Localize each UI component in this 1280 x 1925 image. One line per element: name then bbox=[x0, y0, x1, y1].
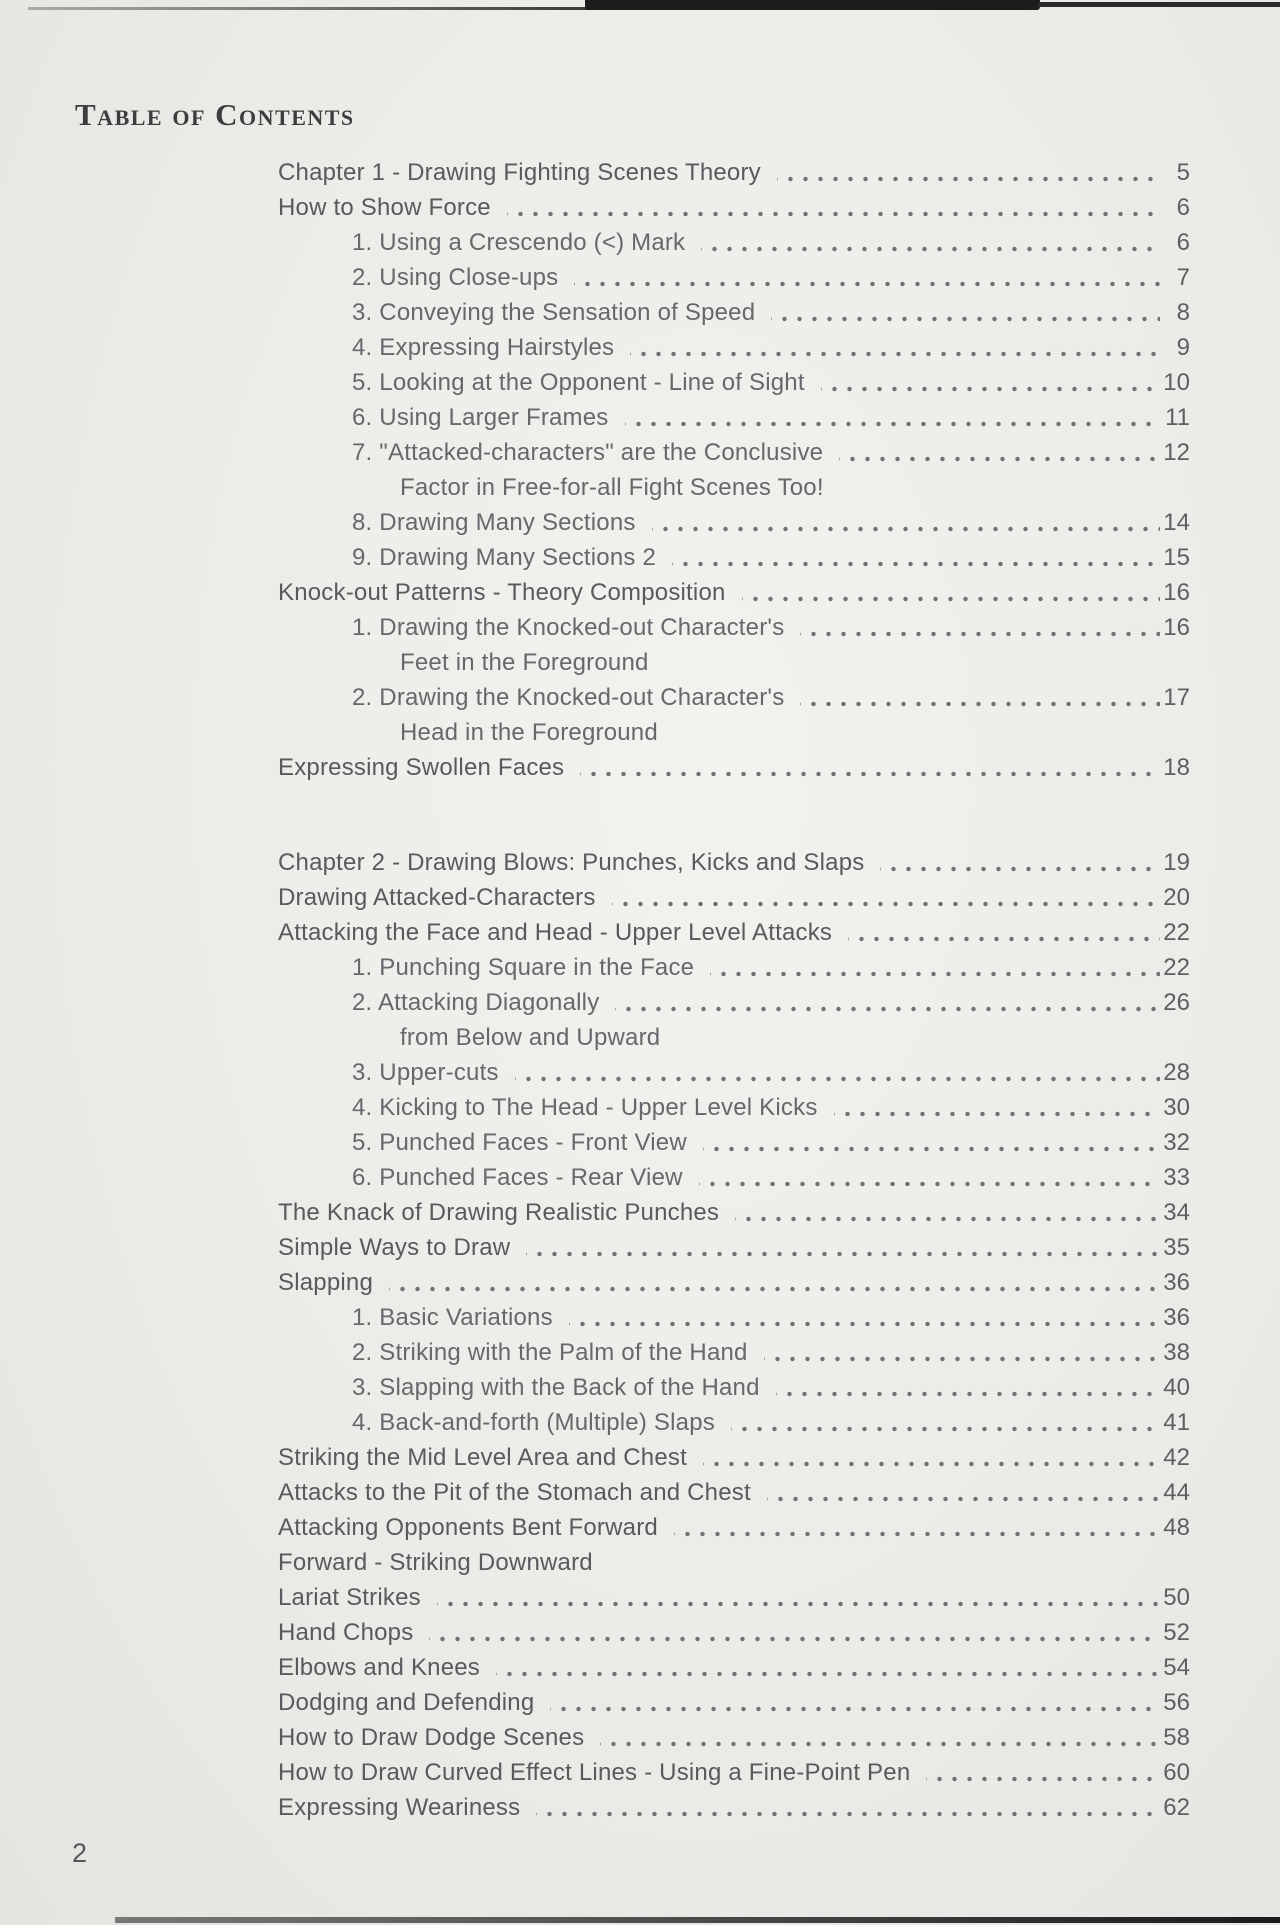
toc-entry-label: 1. Punching Square in the Face bbox=[352, 954, 695, 981]
toc-entry-page: 5 bbox=[1176, 159, 1190, 186]
toc-entry-page: 52 bbox=[1163, 1619, 1190, 1646]
toc-entry-label: 3. Conveying the Sensation of Speed bbox=[352, 299, 756, 326]
toc-entry bbox=[278, 1755, 1190, 1790]
toc-entry-label: 2. Using Close-ups bbox=[352, 264, 559, 291]
toc-entry-page: 17 bbox=[1163, 684, 1190, 711]
toc-entry bbox=[278, 610, 1190, 645]
toc-entry bbox=[278, 950, 1190, 985]
toc-entry-label: Lariat Strikes bbox=[278, 1584, 421, 1611]
toc-entry bbox=[278, 1335, 1190, 1370]
toc-entry-dot-leader bbox=[742, 575, 1160, 610]
toc-entry-page: 6 bbox=[1176, 194, 1190, 221]
toc-entry-page: 15 bbox=[1163, 544, 1190, 571]
toc-entry-label: How to Draw Curved Effect Lines - Using a Fine-Point Pen bbox=[278, 1759, 911, 1786]
toc-entry-page: 22 bbox=[1163, 919, 1190, 946]
toc-entry-label: The Knack of Drawing Realistic Punches bbox=[278, 1199, 720, 1226]
toc-entry-dot-leader bbox=[615, 985, 1160, 1020]
toc-entry-page: 44 bbox=[1163, 1479, 1190, 1506]
toc-entry-page: 9 bbox=[1176, 334, 1190, 361]
toc-entry-dot-leader bbox=[676, 1020, 1188, 1055]
page-title: Table of Contents bbox=[75, 96, 355, 132]
toc-entry-dot-leader bbox=[880, 845, 1160, 880]
toc-entry-dot-leader bbox=[612, 880, 1160, 915]
toc-entry-page: 54 bbox=[1163, 1654, 1190, 1681]
toc-entry-dot-leader bbox=[703, 1440, 1160, 1475]
toc-list bbox=[278, 155, 1190, 1885]
toc-entry bbox=[278, 1685, 1190, 1720]
toc-entry-page: 35 bbox=[1163, 1234, 1190, 1261]
toc-entry-page: 41 bbox=[1163, 1409, 1190, 1436]
toc-entry-label: 5. Punched Faces - Front View bbox=[352, 1129, 687, 1156]
toc-entry-page: 60 bbox=[1163, 1759, 1190, 1786]
toc-entry-label: Feet in the Foreground bbox=[400, 649, 649, 676]
scan-edge-top-left bbox=[28, 7, 588, 10]
toc-entry-page: 10 bbox=[1163, 369, 1190, 396]
toc-entry bbox=[278, 1440, 1190, 1475]
toc-entry-dot-leader bbox=[526, 1230, 1160, 1265]
toc-entry bbox=[278, 575, 1190, 610]
toc-entry-page: 33 bbox=[1163, 1164, 1190, 1191]
toc-entry bbox=[278, 680, 1190, 715]
toc-entry-page: 30 bbox=[1163, 1094, 1190, 1121]
toc-entry-dot-leader bbox=[569, 1300, 1160, 1335]
toc-entry-label: Chapter 1 - Drawing Fighting Scenes Theory bbox=[278, 159, 761, 186]
toc-entry-page: 16 bbox=[1163, 614, 1190, 641]
toc-entry-page: 36 bbox=[1163, 1304, 1190, 1331]
toc-entry bbox=[278, 435, 1190, 470]
toc-entry-dot-leader bbox=[703, 1125, 1160, 1160]
toc-entry-label: Factor in Free-for-all Fight Scenes Too! bbox=[400, 474, 824, 501]
toc-entry-label: Expressing Weariness bbox=[278, 1794, 521, 1821]
toc-entry bbox=[278, 915, 1190, 950]
toc-entry bbox=[278, 880, 1190, 915]
toc-entry bbox=[278, 260, 1190, 295]
toc-entry-dot-leader bbox=[699, 1160, 1160, 1195]
toc-entry-label: 1. Using a Crescendo (<) Mark bbox=[352, 229, 686, 256]
toc-entry-label: Attacking the Face and Head - Upper Level Attacks bbox=[278, 919, 833, 946]
toc-entry-page: 42 bbox=[1163, 1444, 1190, 1471]
toc-entry-dot-leader bbox=[652, 505, 1160, 540]
toc-entry-label: 1. Drawing the Knocked-out Character's bbox=[352, 614, 785, 641]
toc-entry-label: from Below and Upward bbox=[400, 1024, 661, 1051]
toc-entry bbox=[278, 1475, 1190, 1510]
toc-entry-page: 56 bbox=[1163, 1689, 1190, 1716]
toc-entry-dot-leader bbox=[515, 1055, 1160, 1090]
toc-entry bbox=[278, 1125, 1190, 1160]
toc-entry bbox=[278, 985, 1190, 1020]
toc-entry-dot-leader bbox=[665, 645, 1188, 680]
toc-entry-dot-leader bbox=[848, 915, 1160, 950]
toc-entry bbox=[278, 1055, 1190, 1090]
toc-entry-dot-leader bbox=[674, 715, 1188, 750]
toc-entry-label: Chapter 2 - Drawing Blows: Punches, Kicks and Slaps bbox=[278, 849, 865, 876]
toc-entry-dot-leader bbox=[839, 435, 1160, 470]
toc-entry-page: 11 bbox=[1165, 404, 1190, 431]
toc-entry-label: 2. Striking with the Palm of the Hand bbox=[352, 1339, 748, 1366]
toc-entry-page: 36 bbox=[1163, 1269, 1190, 1296]
toc-entry bbox=[278, 540, 1190, 575]
toc-entry-page: 20 bbox=[1163, 884, 1190, 911]
toc-entry bbox=[278, 1405, 1190, 1440]
toc-entry-dot-leader bbox=[389, 1265, 1160, 1300]
toc-entry-dot-leader bbox=[821, 365, 1160, 400]
toc-entry-dot-leader bbox=[767, 1475, 1160, 1510]
toc-entry-page: 7 bbox=[1176, 264, 1190, 291]
toc-entry bbox=[278, 1545, 1190, 1580]
toc-entry-dot-leader bbox=[834, 1090, 1160, 1125]
scan-edge-top-right bbox=[1038, 2, 1280, 7]
toc-entry-label: 8. Drawing Many Sections bbox=[352, 509, 636, 536]
toc-entry-dot-leader bbox=[800, 610, 1160, 645]
toc-entry-label: Simple Ways to Draw bbox=[278, 1234, 511, 1261]
scan-edge-top-center bbox=[585, 0, 1040, 10]
toc-entry bbox=[278, 1720, 1190, 1755]
toc-entry bbox=[278, 330, 1190, 365]
toc-entry bbox=[278, 1650, 1190, 1685]
toc-entry bbox=[278, 1580, 1190, 1615]
toc-entry bbox=[278, 505, 1190, 540]
toc-entry-page: 48 bbox=[1163, 1514, 1190, 1541]
toc-entry bbox=[278, 1090, 1190, 1125]
toc-entry-page: 26 bbox=[1163, 989, 1190, 1016]
toc-entry-label: Attacks to the Pit of the Stomach and Chest bbox=[278, 1479, 751, 1506]
toc-entry-label: Expressing Swollen Faces bbox=[278, 754, 565, 781]
toc-entry bbox=[278, 715, 1190, 750]
toc-entry-page: 38 bbox=[1163, 1339, 1190, 1366]
toc-entry bbox=[278, 1230, 1190, 1265]
toc-entry-dot-leader bbox=[507, 190, 1160, 225]
toc-entry-dot-leader bbox=[926, 1755, 1160, 1790]
toc-entry bbox=[278, 1510, 1190, 1545]
toc-entry bbox=[278, 155, 1190, 190]
toc-entry-page: 40 bbox=[1163, 1374, 1190, 1401]
toc-entry-dot-leader bbox=[550, 1685, 1160, 1720]
toc-entry-label: Dodging and Defending bbox=[278, 1689, 535, 1716]
toc-entry-dot-leader bbox=[625, 400, 1161, 435]
toc-entry bbox=[278, 190, 1190, 225]
toc-entry-dot-leader bbox=[437, 1580, 1160, 1615]
toc-entry-page: 22 bbox=[1163, 954, 1190, 981]
toc-entry-dot-leader bbox=[674, 1510, 1160, 1545]
toc-entry-dot-leader bbox=[771, 295, 1160, 330]
toc-entry-label: 7. "Attacked-characters" are the Conclusive bbox=[352, 439, 824, 466]
toc-entry-dot-leader bbox=[800, 680, 1160, 715]
toc-entry-label: Knock-out Patterns - Theory Composition bbox=[278, 579, 726, 606]
toc-entry bbox=[278, 1160, 1190, 1195]
toc-entry bbox=[278, 470, 1190, 505]
toc-entry-label: 3. Upper-cuts bbox=[352, 1059, 499, 1086]
toc-entry-label: 6. Using Larger Frames bbox=[352, 404, 609, 431]
toc-entry-page: 32 bbox=[1163, 1129, 1190, 1156]
toc-entry-label: 6. Punched Faces - Rear View bbox=[352, 1164, 683, 1191]
toc-entry-dot-leader bbox=[731, 1405, 1160, 1440]
toc-entry-dot-leader bbox=[496, 1650, 1160, 1685]
toc-entry bbox=[278, 1020, 1190, 1055]
toc-entry-label: 2. Attacking Diagonally bbox=[352, 989, 600, 1016]
toc-entry-label: How to Draw Dodge Scenes bbox=[278, 1724, 585, 1751]
toc-section bbox=[278, 155, 1190, 785]
toc-entry-label: 1. Basic Variations bbox=[352, 1304, 553, 1331]
toc-entry-page: 18 bbox=[1163, 754, 1190, 781]
toc-entry-dot-leader bbox=[630, 330, 1160, 365]
toc-entry-page: 50 bbox=[1163, 1584, 1190, 1611]
toc-entry-label: 9. Drawing Many Sections 2 bbox=[352, 544, 657, 571]
toc-entry bbox=[278, 295, 1190, 330]
toc-entry-label: Hand Chops bbox=[278, 1619, 414, 1646]
toc-entry-label: Head in the Foreground bbox=[400, 719, 658, 746]
toc-entry-dot-leader bbox=[600, 1720, 1160, 1755]
toc-entry-label: 5. Looking at the Opponent - Line of Sight bbox=[352, 369, 805, 396]
toc-entry-label: 4. Kicking to The Head - Upper Level Kicks bbox=[352, 1094, 818, 1121]
toc-entry-label: 2. Drawing the Knocked-out Character's bbox=[352, 684, 785, 711]
toc-entry bbox=[278, 1265, 1190, 1300]
toc-entry-page: 19 bbox=[1163, 849, 1190, 876]
toc-entry bbox=[278, 225, 1190, 260]
toc-entry-dot-leader bbox=[701, 225, 1160, 260]
toc-entry-label: Forward - Striking Downward bbox=[278, 1549, 593, 1576]
toc-entry-dot-leader bbox=[574, 260, 1160, 295]
toc-entry-dot-leader bbox=[735, 1195, 1160, 1230]
toc-entry bbox=[278, 1300, 1190, 1335]
folio-page-number: 2 bbox=[72, 1838, 88, 1868]
toc-entry-dot-leader bbox=[580, 750, 1160, 785]
toc-entry-dot-leader bbox=[536, 1790, 1160, 1825]
toc-entry bbox=[278, 1195, 1190, 1230]
toc-entry-page: 28 bbox=[1163, 1059, 1190, 1086]
toc-entry-page: 58 bbox=[1163, 1724, 1190, 1751]
toc-entry-page: 16 bbox=[1163, 579, 1190, 606]
toc-entry-dot-leader bbox=[710, 950, 1160, 985]
toc-entry bbox=[278, 845, 1190, 880]
toc-entry-page: 6 bbox=[1176, 229, 1190, 256]
toc-entry-label: 4. Expressing Hairstyles bbox=[352, 334, 615, 361]
toc-entry-label: Slapping bbox=[278, 1269, 374, 1296]
toc-entry bbox=[278, 1615, 1190, 1650]
toc-entry-dot-leader bbox=[764, 1335, 1160, 1370]
toc-entry-page: 34 bbox=[1163, 1199, 1190, 1226]
toc-entry bbox=[278, 1790, 1190, 1825]
toc-entry-label: Elbows and Knees bbox=[278, 1654, 480, 1681]
toc-entry-dot-leader bbox=[609, 1545, 1188, 1580]
toc-entry bbox=[278, 400, 1190, 435]
toc-entry-label: Drawing Attacked-Characters bbox=[278, 884, 596, 911]
toc-entry-label: 4. Back-and-forth (Multiple) Slaps bbox=[352, 1409, 715, 1436]
toc-entry-page: 8 bbox=[1176, 299, 1190, 326]
toc-entry-page: 14 bbox=[1163, 509, 1190, 536]
toc-entry-dot-leader bbox=[777, 155, 1160, 190]
toc-entry-page: 62 bbox=[1163, 1794, 1190, 1821]
toc-entry bbox=[278, 645, 1190, 680]
toc-entry bbox=[278, 365, 1190, 400]
toc-entry-label: How to Show Force bbox=[278, 194, 491, 221]
toc-entry-dot-leader bbox=[840, 470, 1188, 505]
toc-entry-label: Striking the Mid Level Area and Chest bbox=[278, 1444, 687, 1471]
toc-entry-label: Attacking Opponents Bent Forward bbox=[278, 1514, 658, 1541]
toc-entry bbox=[278, 1370, 1190, 1405]
toc-section bbox=[278, 845, 1190, 1825]
toc-entry-dot-leader bbox=[429, 1615, 1160, 1650]
toc-entry-label: 3. Slapping with the Back of the Hand bbox=[352, 1374, 760, 1401]
toc-entry-dot-leader bbox=[672, 540, 1160, 575]
scan-edge-bottom bbox=[115, 1917, 1280, 1923]
toc-entry-page: 12 bbox=[1163, 439, 1190, 466]
toc-entry-dot-leader bbox=[776, 1370, 1160, 1405]
toc-entry bbox=[278, 750, 1190, 785]
